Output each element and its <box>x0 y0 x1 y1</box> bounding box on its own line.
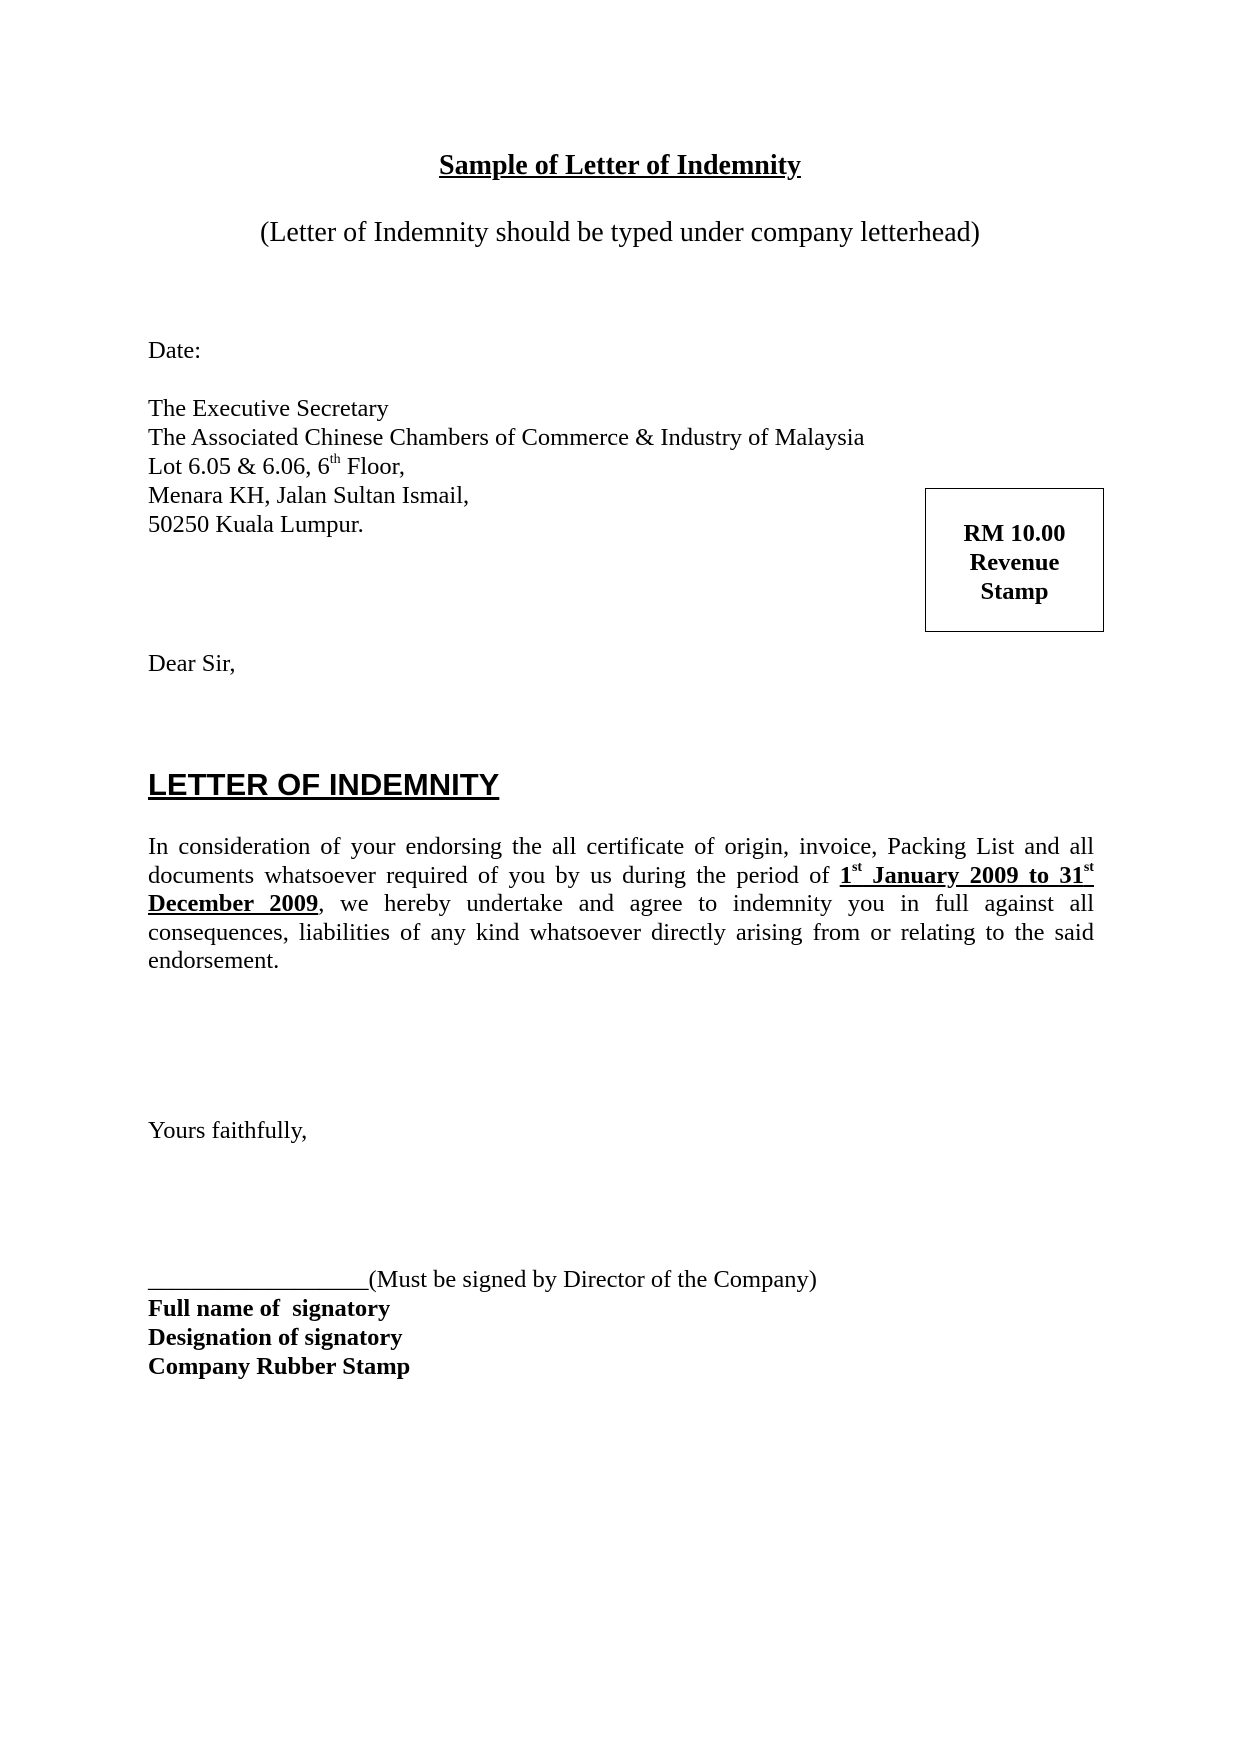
signatory-designation: Designation of signatory <box>148 1324 403 1351</box>
recipient-line-3 <box>148 452 864 481</box>
revenue-stamp-box <box>925 488 1104 632</box>
period-end: December 2009 <box>148 890 319 917</box>
body-line-2 <box>148 862 1094 891</box>
body-line-4: consequences, liabilities of any kind whatsoever directly arising from or relating to the said <box>148 918 1094 946</box>
document-title: Sample of Letter of Indemnity <box>439 150 801 181</box>
signature-note: (Must be signed by Director of the Company) <box>368 1266 817 1293</box>
recipient-line-3-sup: th <box>329 451 341 467</box>
signatory-full-name: Full name of signatory <box>148 1295 391 1322</box>
closing: Yours faithfully, <box>148 1117 308 1144</box>
recipient-line-1: The Executive Secretary <box>148 395 389 422</box>
recipient-line-5: 50250 Kuala Lumpur. <box>148 511 364 538</box>
period-sup-2: st <box>1083 860 1094 876</box>
recipient-address <box>148 394 864 539</box>
period-mid: January 2009 to 31 <box>862 861 1084 889</box>
stamp-revenue: Revenue <box>969 549 1060 576</box>
signature-row <box>148 1265 817 1294</box>
stamp-label: Stamp <box>980 578 1049 605</box>
stamp-amount: RM 10.00 <box>963 520 1066 547</box>
company-rubber-stamp: Company Rubber Stamp <box>148 1353 411 1380</box>
recipient-line-3-b: Floor, <box>340 453 405 480</box>
signature-line: __________________ <box>148 1266 369 1293</box>
period-start <box>840 862 1094 889</box>
recipient-line-2: The Associated Chinese Chambers of Commerce & Industry of Malaysia <box>148 424 865 451</box>
body-line-1: In consideration of your endorsing the all certificate of origin, invoice, Packing List and all <box>148 833 1094 860</box>
recipient-line-3-a: Lot 6.05 & 6.06, 6 <box>148 453 330 480</box>
body-line-5: endorsement. <box>148 947 280 974</box>
letter-heading: LETTER OF INDEMNITY <box>148 767 500 802</box>
signature-block <box>148 1265 817 1381</box>
salutation: Dear Sir, <box>148 650 236 677</box>
body-line-2-text: documents whatsoever required of you by us during the period of <box>148 861 840 889</box>
body-line-3-text: , we hereby undertake and agree to indemnity you in full against all <box>318 890 1095 917</box>
body-line-3 <box>148 890 1094 919</box>
body-paragraph <box>148 833 1094 976</box>
document-subtitle: (Letter of Indemnity should be typed under company letterhead) <box>260 217 980 248</box>
period-sup-1: st <box>851 860 863 876</box>
date-label: Date: <box>148 337 202 364</box>
period-day-1: 1 <box>839 861 852 889</box>
recipient-line-4: Menara KH, Jalan Sultan Ismail, <box>148 482 470 509</box>
